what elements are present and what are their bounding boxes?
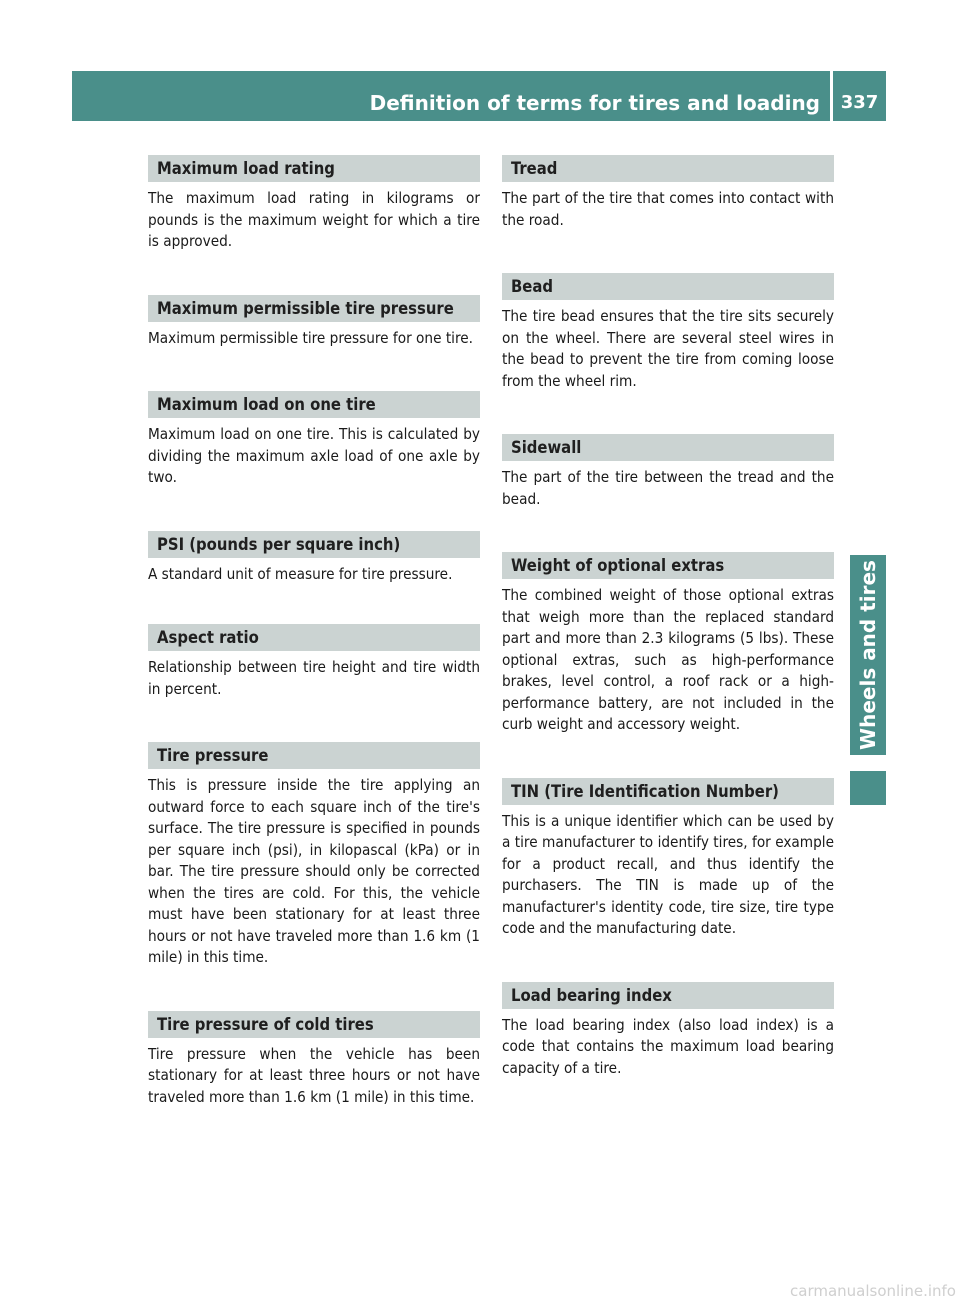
entry-body: Relationship between tire height and tire width in percent. xyxy=(148,658,480,698)
glossary-entry xyxy=(148,531,480,586)
page-title: Definition of terms for tires and loading xyxy=(369,91,820,115)
glossary-entry xyxy=(502,778,834,940)
entry-body: The part of the tire that comes into contact with the road. xyxy=(502,189,834,229)
entry-body: The combined weight of those optional extras that weigh more than the replaced standard part and more than 2.3 kilograms (5 lbs). These optional extras, such as high-performance brakes, level control, a roof rack or a high-performance battery, are not included in the curb weight and accessory weight. xyxy=(502,586,834,733)
entry-body: This is pressure inside the tire applying an outward force to each square inch of the tire's surface. The tire pressure is specified in pounds per square inch (psi), in kilopascal (kPa) or in bar. The tire pressure should only be corrected when the tires are cold. For this, the vehicle must have been stationary for at least three hours or not have traveled more than 1.6 km (1 mile) in this time. xyxy=(148,776,480,966)
entry-heading: Tread xyxy=(502,155,834,182)
entry-heading: TIN (Tire Identification Number) xyxy=(502,778,834,805)
entry-heading: PSI (pounds per square inch) xyxy=(148,531,480,558)
glossary-entry xyxy=(148,1011,480,1109)
entry-heading: Maximum load on one tire xyxy=(148,391,480,418)
entry-heading: Sidewall xyxy=(502,434,834,461)
entry-heading: Load bearing index xyxy=(502,982,834,1009)
glossary-entry xyxy=(502,273,834,392)
page-number: 337 xyxy=(840,92,879,113)
glossary-entry xyxy=(502,155,834,231)
glossary-entry xyxy=(148,295,480,350)
entry-body: A standard unit of measure for tire pressure. xyxy=(148,564,453,583)
glossary-entry xyxy=(148,742,480,969)
right-column xyxy=(502,155,834,1079)
entry-heading: Tire pressure xyxy=(148,742,480,769)
entry-body: The load bearing index (also load index) is a code that contains the maximum load bearing capacity of a tire. xyxy=(502,1015,834,1077)
entry-heading: Tire pressure of cold tires xyxy=(148,1011,480,1038)
watermark: carmanualsonline.info xyxy=(790,1282,956,1300)
entry-heading: Weight of optional extras xyxy=(502,552,834,579)
entry-body: Tire pressure when the vehicle has been stationary for at least three hours or not have traveled more than 1.6 km (1 mile) in this time. xyxy=(148,1044,480,1106)
glossary-entry xyxy=(502,434,834,510)
glossary-entry xyxy=(502,552,834,736)
left-column xyxy=(148,155,480,1108)
entry-body: The tire bead ensures that the tire sits securely on the wheel. There are several steel wires in the bead to prevent the tire from coming loose from the wheel rim. xyxy=(502,307,834,390)
entry-body: The maximum load rating in kilograms or pounds is the maximum weight for which a tire is approved. xyxy=(148,189,480,250)
entry-heading: Maximum permissible tire pressure xyxy=(148,295,480,322)
glossary-entry xyxy=(148,624,480,700)
entry-heading: Bead xyxy=(502,273,834,300)
entry-body: This is a unique identifier which can be used by a tire manufacturer to identify tires, for example for a product recall, and thus identify the purchasers. The TIN is made up of the manufacturer's identity code, tire size, tire type code and the manufacturing date. xyxy=(502,811,834,937)
side-tab-label: Wheels and tires xyxy=(856,560,880,750)
glossary-entry xyxy=(502,982,834,1080)
entry-body: The part of the tire between the tread and the bead. xyxy=(502,468,834,508)
entry-heading: Maximum load rating xyxy=(148,155,480,182)
entry-body: Maximum permissible tire pressure for one tire. xyxy=(148,328,473,347)
entry-heading: Aspect ratio xyxy=(148,624,480,651)
side-tab-marker xyxy=(850,771,886,805)
entry-body: Maximum load on one tire. This is calculated by dividing the maximum axle load of one axle by two. xyxy=(148,425,480,486)
glossary-entry xyxy=(148,155,480,253)
glossary-entry xyxy=(148,391,480,489)
